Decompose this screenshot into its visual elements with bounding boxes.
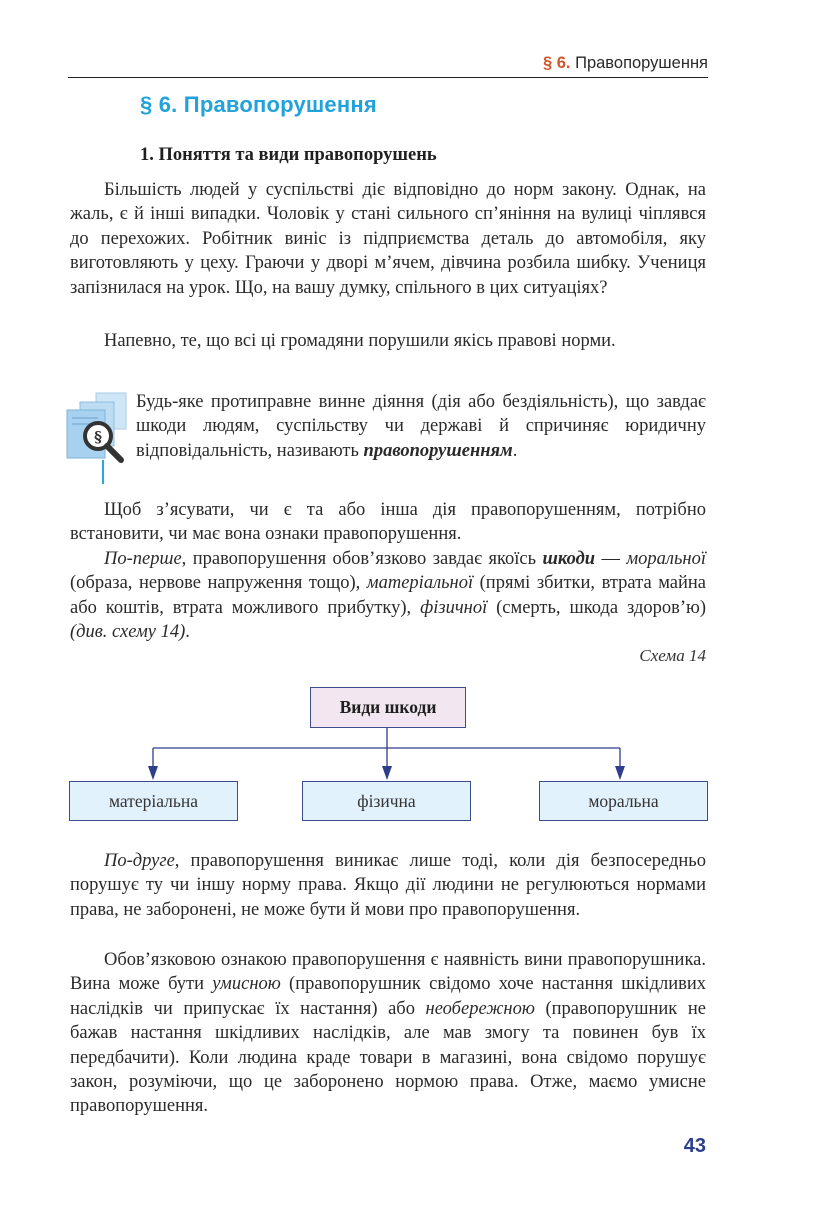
physical-term: фізичної [420, 597, 488, 618]
paragraph-conclusion: Напевно, те, що всі ці громадяни порушили якісь правові норми. [104, 331, 616, 351]
definition-end: . [512, 440, 518, 461]
paragraph-intro: Більшість людей у суспільстві діє відповідно до норм закону. Однак, на жаль, є й інші випадки. Чоловік у стані сильного сп’яніння на вулиці чіплявся до перехожих. Робітник виніс із підприємства деталь до автомобіля, яку виготовляють у цеху. Граючи у дворі м’ячем, дівчина розбила шибку. Учениця запізнилася на урок. Що, на вашу думку, спільного в цих ситуаціях? [70, 180, 706, 298]
document-magnifier-section-icon [66, 390, 128, 486]
diagram-root-box: Види шкоди [310, 687, 466, 728]
intentional-term: умисною [212, 974, 281, 995]
text-fragment: (правопорушник свідомо хоче настання шкідливих наслідків чи припускає їх настання) або [70, 974, 707, 1019]
negligent-term: необережною [425, 998, 535, 1019]
running-header [68, 52, 708, 78]
diagram-box-physical: фізична [302, 781, 471, 821]
definition-term: правопорушенням [363, 440, 513, 461]
page-number: 43 [683, 1135, 706, 1157]
text-fragment: (прямі збитки, втрата майна або коштів, втрата можливого прибутку), [70, 573, 706, 618]
paragraph-first-sign [70, 547, 706, 645]
definition-block [136, 390, 706, 463]
text-fragment: (смерть, шкода здоров’ю) [487, 597, 706, 618]
text-fragment: (правопорушник не бажав настання шкідливих наслідків, але мав змогу та повинен був їх передбачити). Коли людина краде товари в магазині, вона свідомо порушує закон, розуміючи, що це заборонено нормою права. Отже, маємо умисне правопорушення. [70, 998, 706, 1117]
definition-text: Будь-яке протиправне винне діяння (дія або бездіяльність), що завдає шкоди людям, суспільству чи державі й спричиняє юридичну відповідальність, називають [136, 392, 706, 461]
text-fragment: , правопорушення виникає лише тоді, коли дія безпосередньо порушує ту чи іншу норму права. Якщо дії людини не регулюються нормами права, не заборонені, не може бути й мови про правопорушення. [70, 851, 706, 920]
paragraph-signs: Щоб з’ясувати, чи є та або інша дія правопорушенням, потрібно встановити, чи має вона ознаки правопорушення. [70, 500, 706, 545]
header-section-title: Правопорушення [575, 54, 708, 72]
diagram-box-material: матеріальна [69, 781, 238, 821]
harm-term: шкоди [542, 549, 596, 569]
paragraph-second-sign [70, 849, 706, 922]
header-section-mark: § 6. [542, 54, 571, 72]
diagram-box-moral: моральна [539, 781, 708, 821]
subsection-title: 1. Поняття та види правопорушень [140, 145, 437, 165]
first-lead: По-перше [104, 549, 182, 569]
harm-types-diagram [60, 680, 720, 840]
paragraph-guilt [70, 948, 706, 1119]
text-fragment: , правопорушення обов’язково завдає якоїсь [181, 549, 543, 569]
moral-term: моральної [626, 549, 706, 569]
scheme-reference: (див. схему 14) [70, 622, 186, 643]
svg-text:§: § [94, 428, 102, 446]
text-fragment: (образа, нервове напруження тощо), [70, 573, 367, 594]
chapter-title: § 6. Правопорушення [140, 92, 377, 117]
second-lead: По-друге [104, 851, 175, 871]
text-fragment: . [185, 622, 190, 643]
scheme-label: Схема 14 [639, 646, 706, 665]
material-term: матеріальної [366, 573, 474, 594]
text-fragment: — [595, 549, 627, 569]
text-fragment: Обов’язковою ознакою правопорушення є наявність вини правопорушника. Вина може бути [70, 950, 706, 995]
